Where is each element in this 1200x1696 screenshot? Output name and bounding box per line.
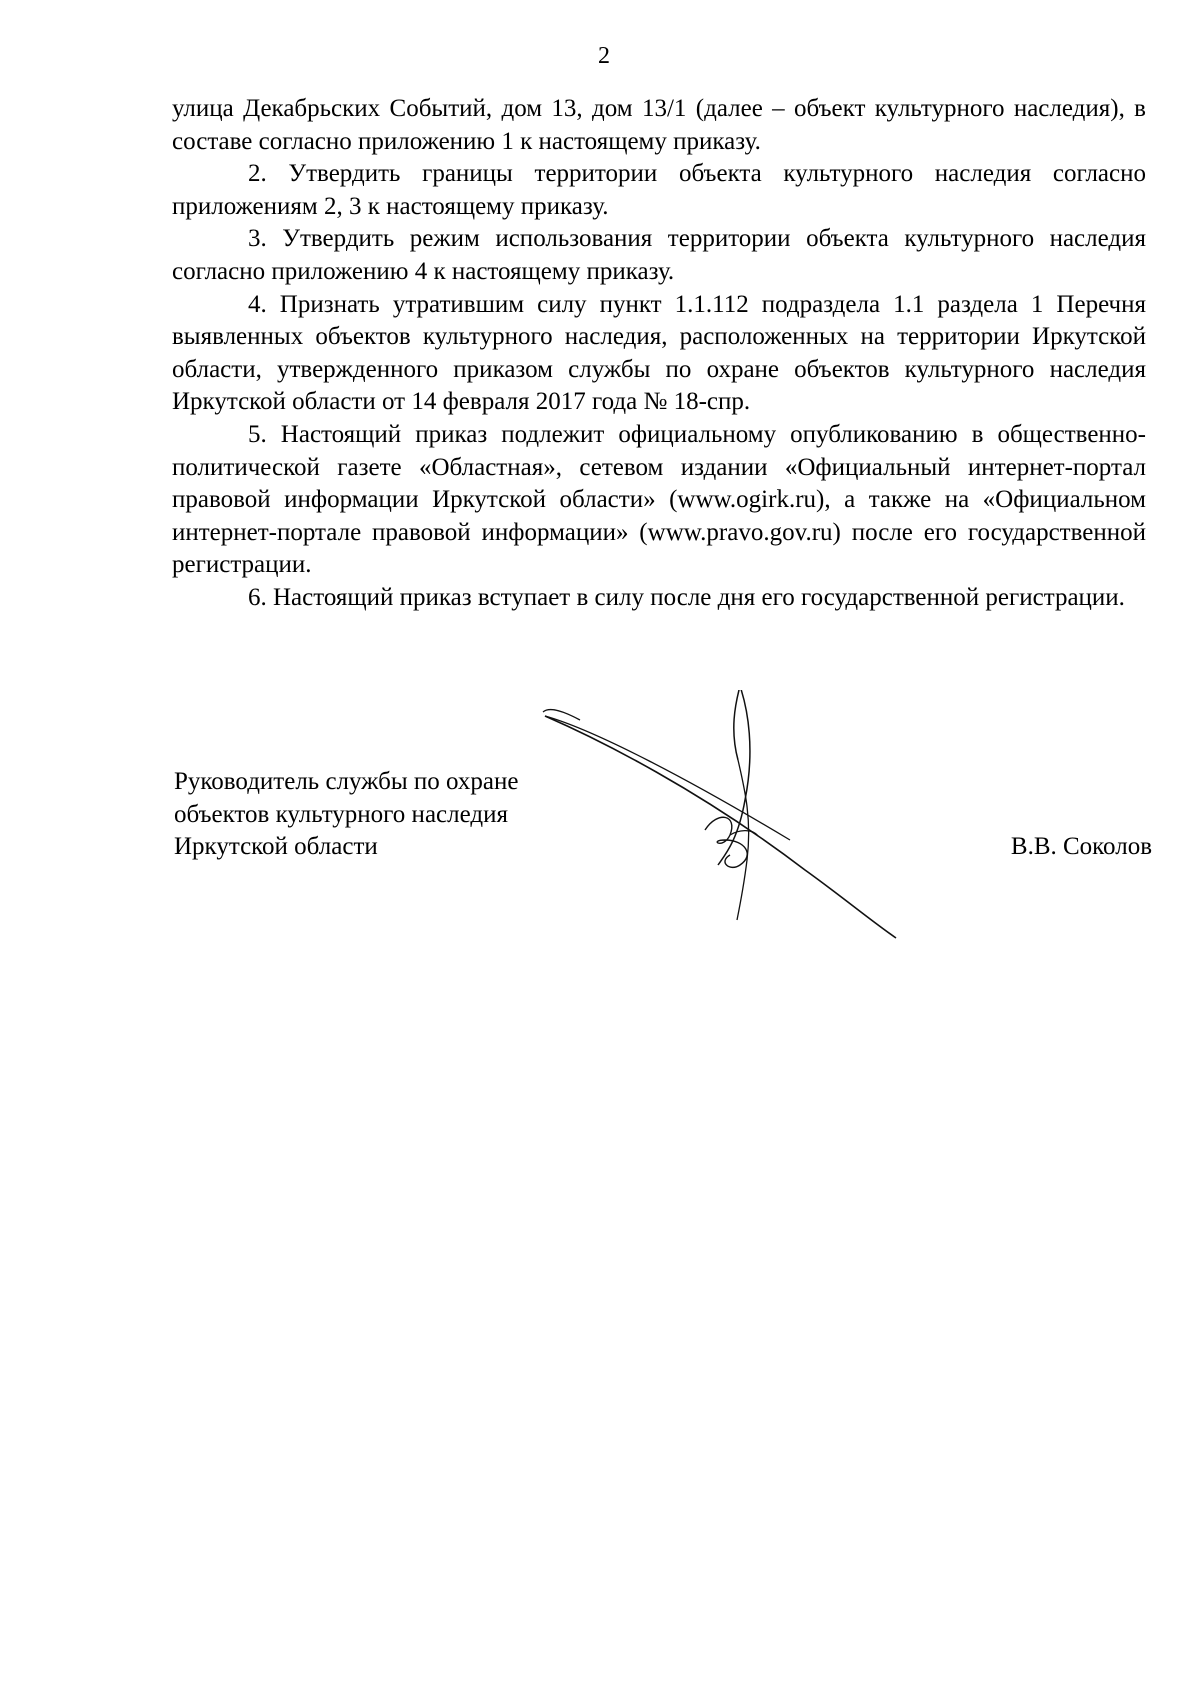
paragraph-item-4: 4. Признать утратившим силу пункт 1.1.112 подраздела 1.1 раздела 1 Перечня выявленных объектов культурного наследия, расположенных на территории Иркутской области, утвержденного приказом службы по охране объектов культурного наследия Иркутской области от 14 февраля 2017 года № 18-спр. — [172, 290, 1146, 416]
position-line: объектов культурного наследия — [174, 800, 508, 828]
paragraph-item-3: 3. Утвердить режим использования территории объекта культурного наследия согласно приложению 4 к настоящему приказу. — [172, 225, 1146, 285]
paragraph-item-2: 2. Утвердить границы территории объекта культурного наследия согласно приложениям 2, 3 к настоящему приказу. — [172, 160, 1146, 220]
document-body — [172, 93, 1146, 615]
signatory-position — [174, 766, 518, 864]
position-line: Иркутской области — [174, 833, 378, 861]
page-number: 2 — [598, 43, 610, 69]
position-line: Руководитель службы по охране — [174, 768, 519, 795]
paragraph-continuation: улица Декабрьских Событий, дом 13, дом 13/1 (далее – объект культурного наследия), в составе согласно приложению 1 к настоящему приказу. — [172, 95, 1146, 155]
handwritten-signature — [540, 690, 900, 940]
paragraph-item-5: 5. Настоящий приказ подлежит официальному опубликованию в общественно-политической газете «Областная», сетевом издании «Официальный интернет-портал правовой информации Иркутской области» (www.ogirk.ru), а также на «Официальном интернет-портале правовой информации» (www.pravo.gov.ru) после его государственной регистрации. — [172, 420, 1146, 579]
paragraph-item-6: 6. Настоящий приказ вступает в силу после дня его государственной регистрации. — [248, 583, 1125, 611]
signer-name: В.В. Соколов — [1010, 833, 1152, 860]
